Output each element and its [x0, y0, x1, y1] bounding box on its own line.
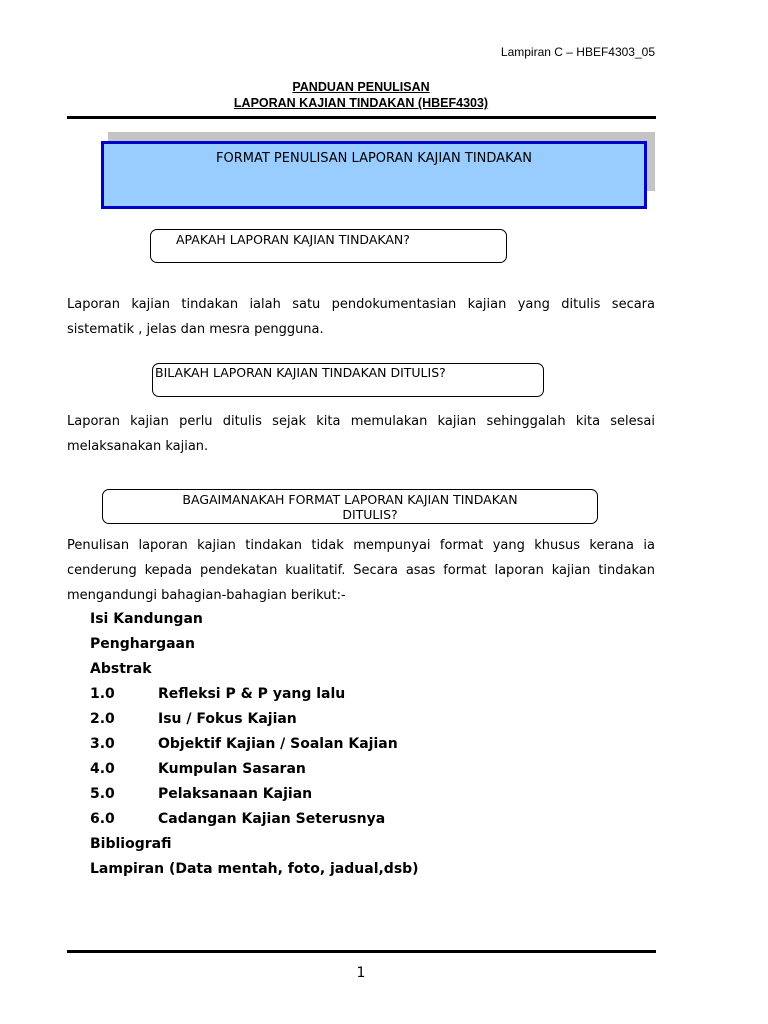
page-number: 1	[356, 965, 366, 981]
outline-label: Refleksi P & P yang lalu	[158, 686, 346, 702]
title-line1-text: PANDUAN PENULISAN	[292, 80, 430, 94]
answer-text: Laporan kajian tindakan ialah satu pendokumentasian kajian yang ditulis secara sistematik , jelas dan mesra pengguna.	[67, 297, 655, 337]
outline-label: Abstrak	[90, 661, 152, 677]
answer-paragraph-bagaimanakah	[67, 533, 655, 608]
outline-item	[90, 757, 590, 782]
report-outline-list	[90, 607, 590, 882]
format-heading-text: FORMAT PENULISAN LAPORAN KAJIAN TINDAKAN	[216, 151, 532, 166]
outline-item	[90, 657, 590, 682]
outline-number: 4.0	[90, 761, 115, 777]
question-text: APAKAH LAPORAN KAJIAN TINDAKAN?	[176, 232, 410, 247]
question-box-apakah	[150, 229, 507, 263]
outline-label: Objektif Kajian / Soalan Kajian	[158, 736, 398, 752]
answer-paragraph-apakah	[67, 292, 655, 342]
outline-label: Cadangan Kajian Seterusnya	[158, 811, 386, 827]
document-reference: Lampiran C – HBEF4303_05	[500, 45, 655, 59]
outline-number: 2.0	[90, 711, 115, 727]
outline-label: Isu / Fokus Kajian	[158, 711, 297, 727]
outline-item	[90, 857, 590, 882]
answer-text: Laporan kajian perlu ditulis sejak kita memulakan kajian sehinggalah kita selesai melaksanakan kajian.	[67, 414, 655, 454]
outline-label: Lampiran (Data mentah, foto, jadual,dsb)	[90, 861, 419, 877]
question-text-line1: BAGAIMANAKAH FORMAT LAPORAN KAJIAN TINDAKAN	[182, 492, 518, 507]
footer-divider	[67, 950, 656, 953]
outline-item	[90, 732, 590, 757]
answer-paragraph-bilakah	[67, 409, 655, 459]
outline-number: 3.0	[90, 736, 115, 752]
outline-item	[90, 707, 590, 732]
document-title-line1	[0, 80, 722, 94]
outline-item	[90, 807, 590, 832]
format-heading-box	[101, 141, 647, 209]
outline-label: Penghargaan	[90, 636, 195, 652]
question-text: BILAKAH LAPORAN KAJIAN TINDAKAN DITULIS?	[155, 365, 446, 380]
outline-label: Bibliografi	[90, 836, 172, 852]
answer-text: Penulisan laporan kajian tindakan tidak mempunyai format yang khusus kerana ia cenderung kepada pendekatan kualitatif. Secara asas format laporan kajian tindakan mengandungi bahagian-bahagian berikut:-	[67, 538, 655, 603]
outline-item	[90, 832, 590, 857]
outline-label: Kumpulan Sasaran	[158, 761, 306, 777]
title-line2-text: LAPORAN KAJIAN TINDAKAN (HBEF4303)	[233, 96, 489, 110]
outline-number: 6.0	[90, 811, 115, 827]
question-text-line2: DITULIS?	[342, 507, 398, 522]
outline-label: Isi Kandungan	[90, 611, 203, 627]
question-box-bilakah	[152, 363, 544, 397]
outline-item	[90, 782, 590, 807]
outline-number: 1.0	[90, 686, 115, 702]
outline-item	[90, 632, 590, 657]
question-box-bagaimanakah	[102, 489, 598, 524]
header-divider	[67, 116, 656, 119]
outline-item	[90, 682, 590, 707]
outline-label: Pelaksanaan Kajian	[158, 786, 313, 802]
outline-number: 5.0	[90, 786, 115, 802]
document-title-line2	[0, 96, 722, 110]
outline-item	[90, 607, 590, 632]
